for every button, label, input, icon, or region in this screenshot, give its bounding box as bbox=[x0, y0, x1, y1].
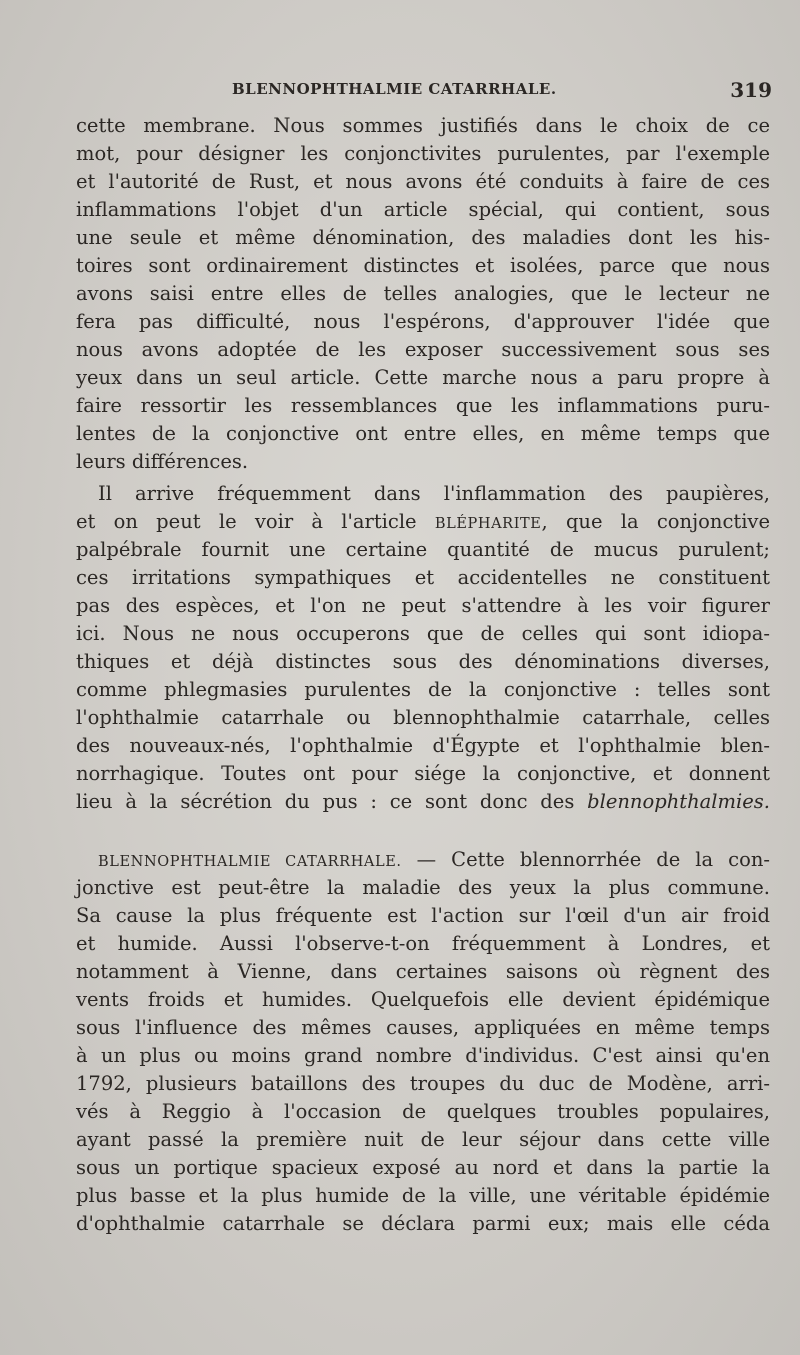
text-line: thiques et déjà distinctes sous des dénominations diverses, bbox=[76, 650, 770, 673]
text-line: Sa cause la plus fréquente est l'action sur l'œil d'un air froid bbox=[76, 904, 770, 927]
text-line bbox=[76, 508, 770, 536]
text-line: fera pas difficulté, nous l'espérons, d'approuver l'idée que bbox=[76, 310, 770, 333]
text-line: ayant passé la première nuit de leur séjour dans cette ville bbox=[76, 1128, 770, 1151]
text-line bbox=[76, 846, 770, 874]
text-span: — Cette blennorrhée de la con- bbox=[401, 848, 770, 871]
text-line: lentes de la conjonctive ont entre elles, en même temps que bbox=[76, 422, 770, 445]
text-line: pas des espèces, et l'on ne peut s'attendre à les voir figurer bbox=[76, 594, 770, 617]
text-line: faire ressortir les ressemblances que les inflammations puru- bbox=[76, 394, 770, 417]
text-line: et humide. Aussi l'observe-t-on fréquemment à Londres, et bbox=[76, 932, 770, 955]
text-span: et on peut le voir à l'article bbox=[76, 510, 435, 533]
cross-reference-smallcaps: BLÉPHARITE bbox=[434, 516, 542, 532]
running-title: BLENNOPHTHALMIE CATARRHALE. bbox=[232, 80, 557, 98]
text-line: palpébrale fournit une certaine quantité de mucus purulent; bbox=[76, 538, 770, 561]
text-line: comme phlegmasies purulentes de la conjonctive : telles sont bbox=[76, 678, 770, 701]
text-line: sous un portique spacieux exposé au nord et dans la partie la bbox=[76, 1156, 770, 1179]
text-line: 1792, plusieurs bataillons des troupes du duc de Modène, arri- bbox=[76, 1072, 770, 1095]
text-line: Il arrive fréquemment dans l'inflammation des paupières, bbox=[98, 482, 770, 505]
text-line: notamment à Vienne, dans certaines saisons où règnent des bbox=[76, 960, 770, 983]
text-line: plus basse et la plus humide de la ville, une véritable épidémie bbox=[76, 1184, 770, 1207]
text-line: toires sont ordinairement distinctes et isolées, parce que nous bbox=[76, 254, 770, 277]
text-line: l'ophthalmie catarrhale ou blennophthalmie catarrhale, celles bbox=[76, 706, 770, 729]
section-heading-smallcaps: BLENNOPHTHALMIE CATARRHALE. bbox=[98, 854, 402, 870]
text-line: avons saisi entre elles de telles analogies, que le lecteur ne bbox=[76, 282, 770, 305]
text-line: leurs différences. bbox=[76, 450, 249, 473]
text-span: lieu à la sécrétion du pus : ce sont donc des bbox=[76, 790, 588, 813]
text-line: d'ophthalmie catarrhale se déclara parmi eux; mais elle céda bbox=[76, 1212, 770, 1235]
page-header bbox=[232, 78, 772, 108]
text-line: à un plus ou moins grand nombre d'individus. C'est ainsi qu'en bbox=[76, 1044, 770, 1067]
text-line: une seule et même dénomination, des maladies dont les his- bbox=[76, 226, 770, 249]
text-line: nous avons adoptée de les exposer successivement sous ses bbox=[76, 338, 770, 361]
text-line bbox=[76, 788, 770, 816]
text-line: des nouveaux-nés, l'ophthalmie d'Égypte et l'ophthalmie blen- bbox=[76, 734, 770, 757]
text-line: vés à Reggio à l'occasion de quelques troubles populaires, bbox=[76, 1100, 770, 1123]
text-line: ces irritations sympathiques et accidentelles ne constituent bbox=[76, 566, 770, 589]
text-line: ici. Nous ne nous occuperons que de celles qui sont idiopa- bbox=[76, 622, 770, 645]
text-line: jonctive est peut-être la maladie des yeux la plus commune. bbox=[76, 876, 770, 899]
text-line: vents froids et humides. Quelquefois elle devient épidémique bbox=[76, 988, 770, 1011]
text-span: , que la conjonctive bbox=[541, 510, 770, 533]
text-line: mot, pour désigner les conjonctivites purulentes, par l'exemple bbox=[76, 142, 770, 165]
page-number: 319 bbox=[730, 78, 772, 102]
text-line: et l'autorité de Rust, et nous avons été conduits à faire de ces bbox=[76, 170, 770, 193]
text-line: sous l'influence des mêmes causes, appliquées en même temps bbox=[76, 1016, 770, 1039]
text-line: yeux dans un seul article. Cette marche nous a paru propre à bbox=[76, 366, 770, 389]
text-line: norrhagique. Toutes ont pour siége la conjonctive, et donnent bbox=[76, 762, 770, 785]
text-line: cette membrane. Nous sommes justifiés dans le choix de ce bbox=[76, 114, 770, 137]
italic-term: blennophthalmies. bbox=[587, 790, 770, 813]
text-line: inflammations l'objet d'un article spécial, qui contient, sous bbox=[76, 198, 770, 221]
